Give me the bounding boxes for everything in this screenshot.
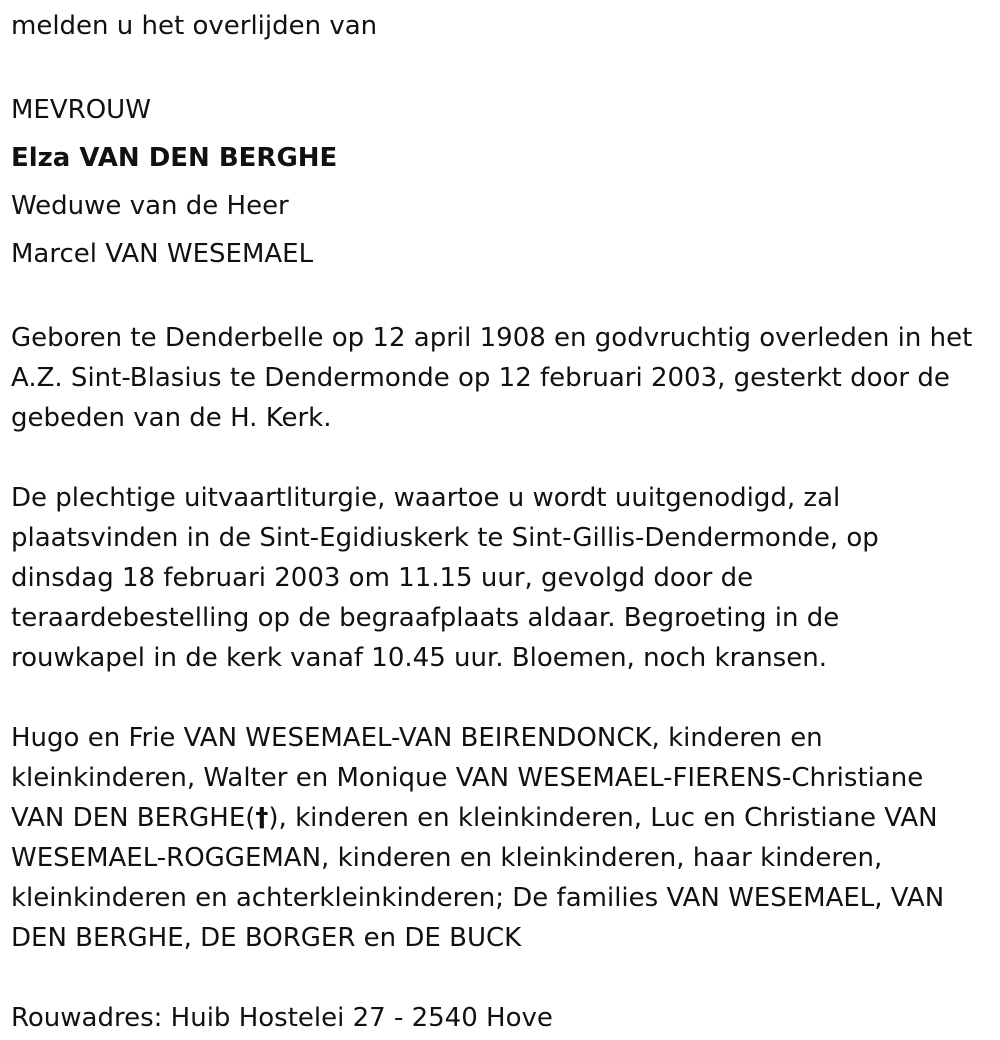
deceased-relation: Weduwe van de Heer [11,191,289,221]
funeral-line: teraardebestelling op de begraafplaats aldaar. Begroeting in de [11,603,840,633]
family-line: kleinkinderen, Walter en Monique VAN WESEMAEL-FIERENS-Christiane [11,763,924,793]
deceased-title: MEVROUW [11,95,151,125]
deceased-spouse: Marcel VAN WESEMAEL [11,239,314,269]
spacer [11,278,991,318]
birth-death-line: gebeden van de H. Kerk. [11,403,332,433]
spacer [11,438,991,478]
funeral-line: rouwkapel in de kerk vanaf 10.45 uur. Bloemen, noch kransen. [11,643,827,673]
spacer [11,958,991,998]
funeral-paragraph [11,478,991,678]
family-line: kleinkinderen en achterkleinkinderen; De families VAN WESEMAEL, VAN [11,883,945,913]
mourning-address: Rouwadres: Huib Hostelei 27 - 2540 Hove [11,1003,553,1033]
family-line-text: VAN DEN BERGHE( [11,803,256,833]
death-notice [11,6,991,1038]
funeral-line: plaatsvinden in de Sint-Egidiuskerk te Sint-Gillis-Dendermonde, op [11,523,879,553]
funeral-line: dinsdag 18 februari 2003 om 11.15 uur, gevolgd door de [11,563,754,593]
intro-text: melden u het overlijden van [11,11,378,41]
deceased-name: Elza VAN DEN BERGHE [11,143,338,173]
family-line: WESEMAEL-ROGGEMAN, kinderen en kleinkinderen, haar kinderen, [11,843,883,873]
funeral-line: De plechtige uitvaartliturgie, waartoe u wordt uuitgenodigd, zal [11,483,841,513]
family-paragraph [11,718,991,958]
family-line [11,798,991,838]
deceased-block [11,86,991,278]
birth-death-line: Geboren te Denderbelle op 12 april 1908 en godvruchtig overleden in het [11,323,973,353]
family-line-text: ), kinderen en kleinkinderen, Luc en Christiane VAN [268,803,938,833]
cross-icon: † [255,803,269,833]
birth-death-line: A.Z. Sint-Blasius te Dendermonde op 12 februari 2003, gesterkt door de [11,363,950,393]
spacer [11,46,991,86]
family-line: DEN BERGHE, DE BORGER en DE BUCK [11,923,522,953]
spacer [11,678,991,718]
birth-death-paragraph [11,318,991,438]
family-line: Hugo en Frie VAN WESEMAEL-VAN BEIRENDONCK, kinderen en [11,723,823,753]
